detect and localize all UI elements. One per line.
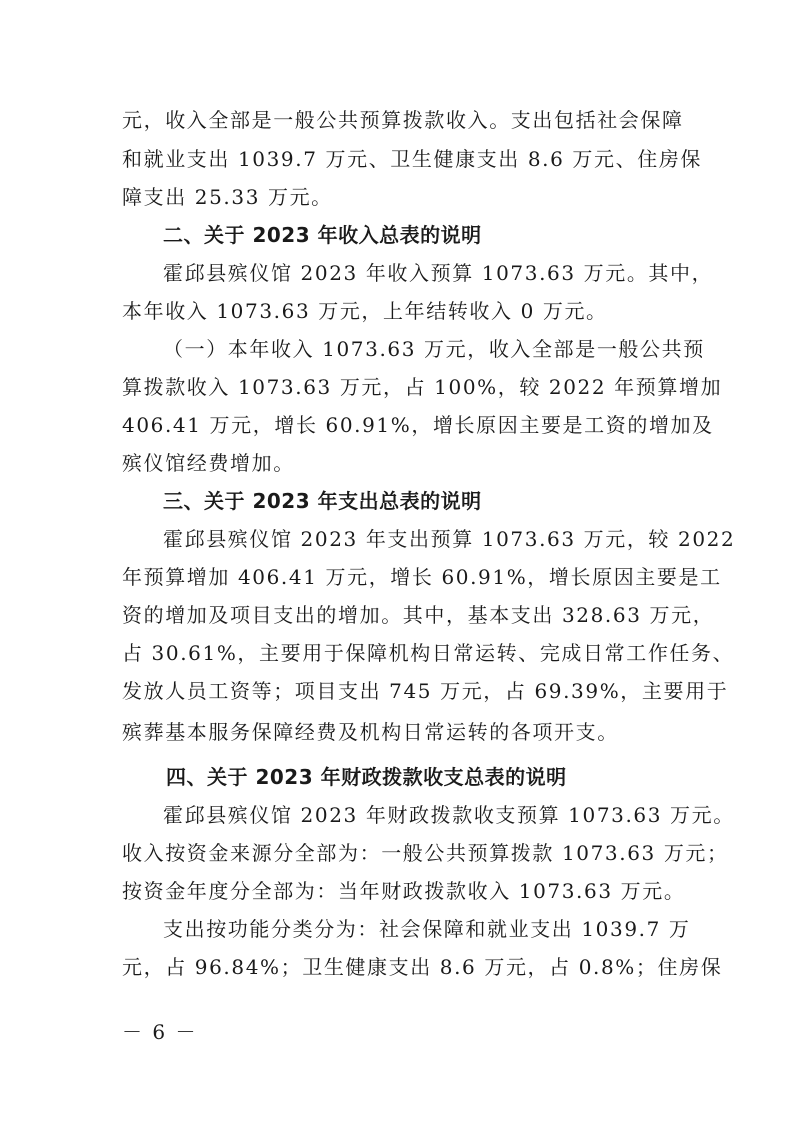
section-heading-4: 四、关于 2023 年财政拨款收支总表的说明: [166, 765, 567, 789]
paragraph-line: 霍邱县殡仪馆 2023 年财政拨款收支预算 1073.63 万元。: [163, 803, 735, 827]
paragraph-line: （一）本年收入 1073.63 万元，收入全部是一般公共预: [163, 337, 705, 361]
paragraph-line: 殡葬基本服务保障经费及机构日常运转的各项开支。: [122, 720, 619, 744]
paragraph-line: 霍邱县殡仪馆 2023 年收入预算 1073.63 万元。其中，: [163, 261, 714, 285]
paragraph-line: 收入按资金来源分全部为：一般公共预算拨款 1073.63 万元；: [122, 841, 729, 865]
paragraph-line: 支出按功能分类分为：社会保障和就业支出 1039.7 万: [163, 917, 691, 941]
paragraph-line: 占 30.61%，主要用于保障机构日常运转、完成日常工作任务、: [122, 641, 735, 665]
paragraph-line: 和就业支出 1039.7 万元、卫生健康支出 8.6 万元、住房保: [122, 147, 703, 171]
paragraph-line: 406.41 万元，增长 60.91%，增长原因主要是工资的增加及: [122, 413, 714, 437]
paragraph-line: 元，占 96.84%；卫生健康支出 8.6 万元，占 0.8%；住房保: [122, 955, 723, 979]
paragraph-line: 资的增加及项目支出的增加。其中，基本支出 328.63 万元，: [122, 603, 715, 627]
section-heading-2: 二、关于 2023 年收入总表的说明: [163, 223, 482, 247]
paragraph-line: 年预算增加 406.41 万元，增长 60.91%，增长原因主要是工: [122, 565, 722, 589]
section-heading-3: 三、关于 2023 年支出总表的说明: [163, 489, 482, 513]
paragraph-line: 本年收入 1073.63 万元，上年结转收入 0 万元。: [122, 299, 608, 323]
paragraph-line: 殡仪馆经费增加。: [122, 451, 295, 475]
paragraph-line: 霍邱县殡仪馆 2023 年支出预算 1073.63 万元，较 2022: [163, 527, 736, 551]
paragraph-line: 障支出 25.33 万元。: [122, 185, 333, 209]
paragraph-line: 按资金年度分全部为：当年财政拨款收入 1073.63 万元。: [122, 879, 686, 903]
paragraph-line: 算拨款收入 1073.63 万元，占 100%，较 2022 年预算增加: [122, 375, 723, 399]
paragraph-line: 发放人员工资等；项目支出 745 万元，占 69.39%，主要用于: [122, 679, 729, 703]
paragraph-line: 元，收入全部是一般公共预算拨款收入。支出包括社会保障: [122, 108, 684, 132]
page-number: － 6 －: [122, 1020, 198, 1044]
